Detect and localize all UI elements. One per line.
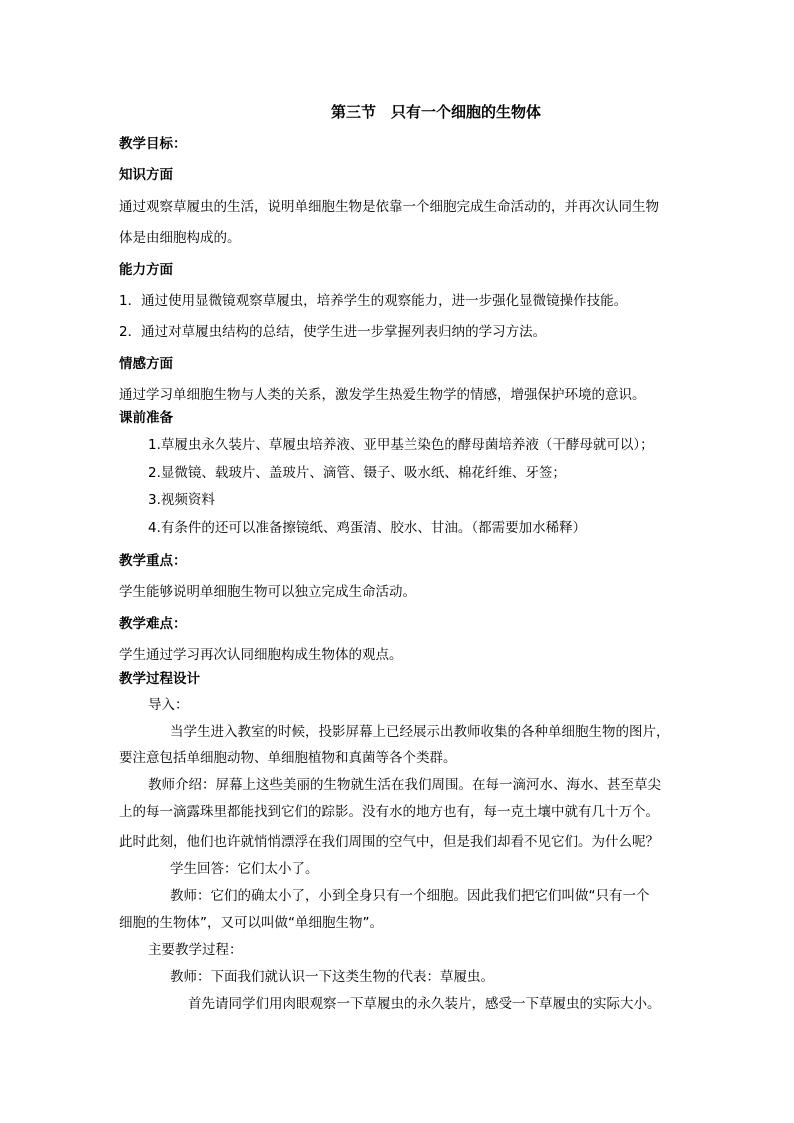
knowledge-heading: 知识方面	[119, 167, 173, 183]
knowledge-text-line: 通过观察草履虫的生活，说明单细胞生物是依靠一个细胞完成生命活动的，并再次认同生物	[119, 199, 659, 215]
prep-item: 1.草履虫永久装片、草履虫培养液、亚甲基兰染色的酵母菌培养液（干酵母就可以）；	[148, 437, 654, 453]
goals-heading: 教学目标：	[119, 136, 187, 152]
paragraph-line: 教师：下面我们就认识一下这类生物的代表：草履虫。	[170, 969, 494, 985]
prep-heading: 课前准备	[119, 410, 173, 426]
difficulty-heading: 教学难点：	[119, 616, 187, 632]
main-process-label: 主要教学过程：	[148, 942, 243, 958]
ability-heading: 能力方面	[119, 262, 173, 278]
paragraph-line: 要注意包括单细胞动物、单细胞植物和真菌等各个类群。	[119, 750, 457, 766]
page-title: 第三节 只有一个细胞的生物体	[331, 103, 542, 121]
key-point-text: 学生能够说明单细胞生物可以独立完成生命活动。	[119, 584, 416, 600]
ability-item: 2．通过对草履虫结构的总结，使学生进一步掌握列表归纳的学习方法。	[119, 324, 547, 340]
difficulty-text: 学生通过学习再次认同细胞构成生物体的观点。	[119, 647, 403, 663]
paragraph-line: 当学生进入教室的时候，投影屏幕上已经展示出教师收集的各种单细胞生物的图片，	[170, 724, 670, 740]
key-point-heading: 教学重点：	[119, 553, 187, 569]
paragraph-line: 细胞的生物体”，又可以叫做“单细胞生物”。	[119, 915, 383, 931]
emotion-heading: 情感方面	[119, 356, 173, 372]
paragraph-line: 首先请同学们用肉眼观察一下草履虫的永久装片，感受一下草履虫的实际大小。	[188, 996, 661, 1012]
prep-item: 2.显微镜、载玻片、盖玻片、滴管、镊子、吸水纸、棉花纤维、牙签；	[148, 465, 566, 481]
process-heading: 教学过程设计	[119, 671, 200, 687]
paragraph-line: 学生回答：它们太小了。	[170, 861, 319, 877]
prep-item: 4.有条件的还可以准备擦镜纸、鸡蛋清、胶水、甘油。（都需要加水稀释）	[148, 520, 587, 536]
knowledge-text-line: 体是由细胞构成的。	[119, 230, 241, 246]
paragraph-line: 此时此刻，他们也许就悄悄漂浮在我们周围的空气中，但是我们却看不见它们。为什么呢？	[119, 834, 659, 850]
intro-label: 导入：	[148, 697, 189, 713]
paragraph-line: 教师介绍：屏幕上这些美丽的生物就生活在我们周围。在每一滴河水、海水、甚至草尖	[148, 777, 661, 793]
paragraph-line: 上的每一滴露珠里都能找到它们的踪影。没有水的地方也有，每一克土壤中就有几十万个。	[119, 804, 659, 820]
ability-item: 1．通过使用显微镜观察草履虫，培养学生的观察能力，进一步强化显微镜操作技能。	[119, 293, 628, 309]
prep-item: 3.视频资料	[148, 492, 215, 508]
emotion-text-line: 通过学习单细胞生物与人类的关系，激发学生热爱生物学的情感，增强保护环境的意识。	[119, 387, 646, 403]
paragraph-line: 教师：它们的确太小了，小到全身只有一个细胞。因此我们把它们叫做“只有一个	[170, 888, 650, 904]
